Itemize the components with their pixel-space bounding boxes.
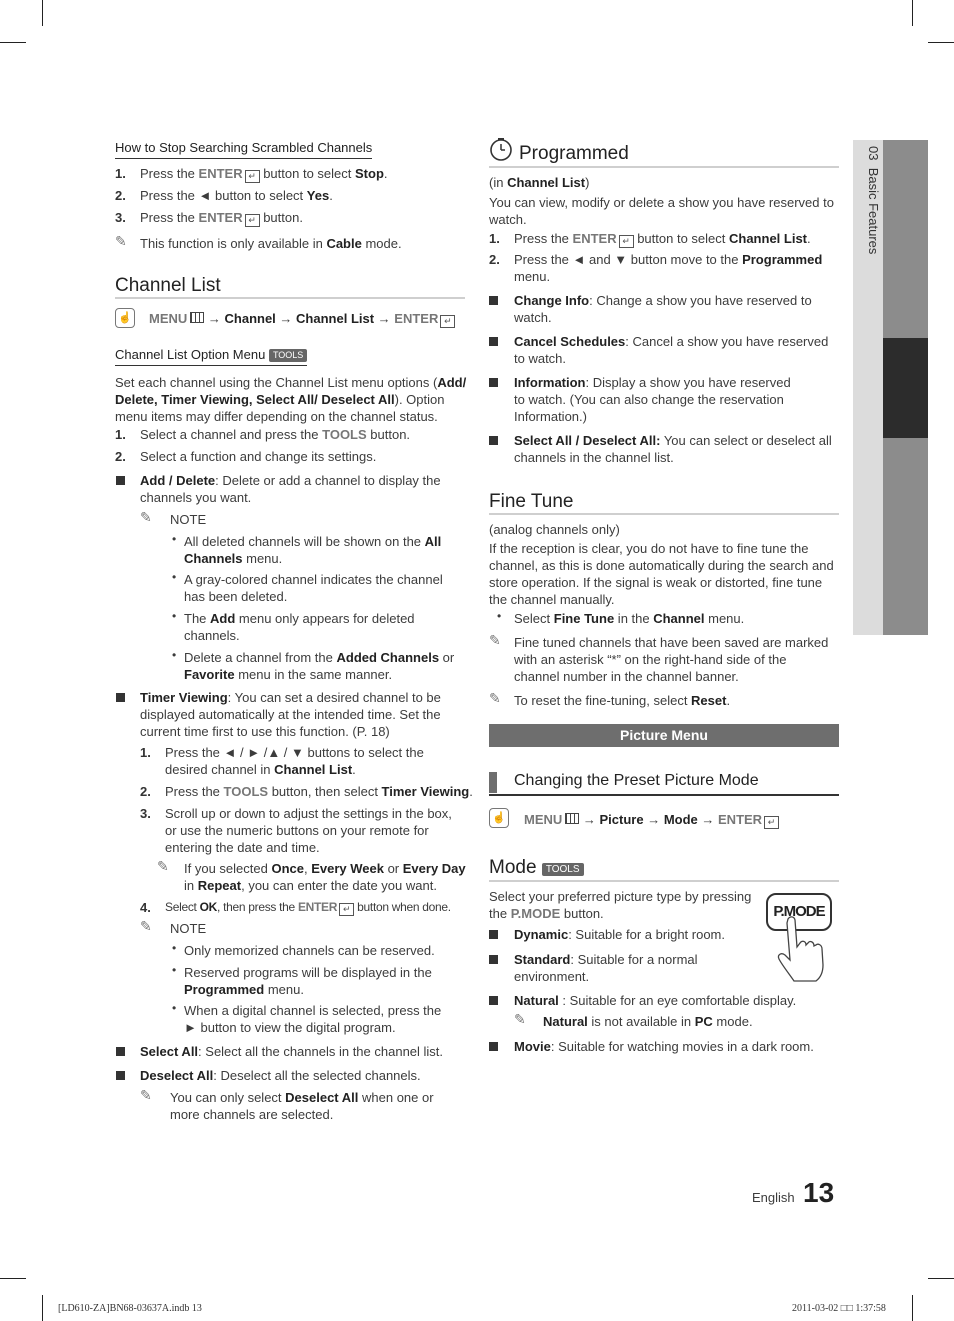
bullet-dot: •: [172, 609, 177, 623]
heading-rule: [115, 297, 465, 299]
option-step-2: Select a function and change its settings.: [140, 449, 377, 464]
side-tab-active-block: [883, 338, 928, 438]
bullet-square: [489, 436, 498, 445]
picture-menu-banner: Picture Menu: [489, 724, 839, 747]
heading-rule: [489, 513, 839, 515]
scrambled-note: This function is only available in Cable mode.: [140, 236, 402, 251]
step-number: 1.: [115, 166, 126, 181]
scrambled-title: How to Stop Searching Scrambled Channels: [115, 139, 372, 159]
bullet-dot: •: [172, 532, 177, 546]
crop-mark: [42, 0, 43, 26]
note-pencil-icon: ✎: [140, 1087, 152, 1103]
timer-note-3: When a digital channel is selected, press the ► button to view the digital program.: [184, 1003, 442, 1035]
step-number: 2.: [115, 449, 126, 464]
mode-dynamic: Dynamic: Suitable for a bright room.: [514, 927, 726, 942]
bullet-square: [116, 1047, 125, 1056]
deselect-note: You can only select Deselect All when one or more channels are selected.: [170, 1090, 434, 1122]
timer-step-2: Press the TOOLS button, then select Timer Viewing.: [165, 784, 473, 799]
note-item-1: All deleted channels will be shown on the All Channels menu.: [184, 534, 442, 566]
step-number: 2.: [115, 188, 126, 203]
bullet-dot: •: [172, 1001, 177, 1015]
side-tab-label: 03 Basic Features: [866, 146, 881, 255]
note-item-4: Delete a channel from the Added Channels or Favorite menu in the same manner.: [184, 650, 455, 682]
note-label: NOTE: [170, 921, 207, 936]
clock-icon: [489, 137, 513, 161]
bullet-square: [116, 693, 125, 702]
mode-natural-note: Natural is not available in PC mode.: [543, 1014, 753, 1029]
bullet-dot: •: [172, 941, 177, 955]
fine-tune-note-2: To reset the fine-tuning, select Reset.: [514, 693, 731, 708]
pmode-button-illustration: P.MODE: [766, 893, 832, 931]
note-pencil-icon: ✎: [115, 233, 127, 249]
crop-mark: [0, 1278, 26, 1279]
scrambled-step-2: Press the ◄ button to select Yes.: [140, 188, 333, 203]
option-intro: Set each channel using the Channel List menu options (Add/ Delete, Timer Viewing, Select All/ Deselect All). Option menu items may differ depending on the channel status.: [115, 375, 467, 424]
note-pencil-icon: ✎: [140, 918, 152, 934]
heading-rule: [489, 880, 839, 882]
bullet-dot: •: [497, 609, 502, 623]
fine-tune-sub: (analog channels only): [489, 522, 620, 537]
timer-viewing-item: Timer Viewing: You can set a desired channel to be displayed automatically at the intended time. Set the current time first to use this function. (P. 18): [140, 690, 441, 739]
bullet-square: [489, 296, 498, 305]
mode-natural: Natural : Suitable for an eye comfortable display.: [514, 993, 797, 1008]
programmed-step-2: Press the ◄ and ▼ button move to the Programmed menu.: [514, 252, 823, 284]
hand-press-icon: [776, 915, 831, 985]
note-item-3: The Add menu only appears for deleted channels.: [184, 611, 415, 643]
crop-mark: [912, 0, 913, 26]
step-number: 4.: [140, 900, 151, 915]
step-number: 3.: [140, 806, 151, 821]
crop-mark: [928, 42, 954, 43]
timer-step-3-note: If you selected Once, Every Week or Every Day in Repeat, you can enter the date you want.: [184, 861, 466, 893]
mode-movie: Movie: Suitable for watching movies in a dark room.: [514, 1039, 814, 1054]
note-pencil-icon: ✎: [157, 858, 169, 874]
step-number: 1.: [115, 427, 126, 442]
bullet-square: [489, 930, 498, 939]
fine-tune-heading: Fine Tune: [489, 491, 574, 512]
timer-step-1: Press the ◄ / ► /▲ / ▼ buttons to select the desired channel in Channel List.: [165, 745, 424, 777]
note-pencil-icon: ✎: [140, 509, 152, 525]
tools-badge: TOOLS: [269, 349, 307, 362]
deselect-all-item: Deselect All: Deselect all the selected channels.: [140, 1068, 421, 1083]
note-item-2: A gray-colored channel indicates the channel has been deleted.: [184, 572, 443, 604]
preset-path: MENU → Picture → Mode → ENTER ↵: [524, 811, 779, 829]
programmed-desc: You can view, modify or delete a show you have reserved to watch.: [489, 195, 834, 227]
fine-tune-bullet: Select Fine Tune in the Channel menu.: [514, 611, 745, 626]
bullet-dot: •: [172, 648, 177, 662]
hand-menu-icon: ☝: [489, 808, 509, 828]
crop-mark: [0, 42, 26, 43]
tools-badge: TOOLS: [542, 863, 584, 876]
page-number: 13: [803, 1177, 835, 1208]
programmed-context: (in Channel List): [489, 175, 590, 190]
scrambled-step-1: Press the ENTER ↵ button to select Stop.: [140, 166, 388, 181]
note-pencil-icon: ✎: [514, 1011, 526, 1027]
bullet-square: [489, 378, 498, 387]
channel-list-path: MENU → Channel → Channel List → ENTER ↵: [149, 310, 455, 328]
step-number: 3.: [115, 210, 126, 225]
option-menu-title: Channel List Option Menu TOOLS: [115, 346, 307, 366]
bullet-square: [489, 955, 498, 964]
section-marker: [489, 772, 497, 793]
mode-intro: Select your preferred picture type by pressing the P.MODE button.: [489, 889, 752, 921]
bullet-square: [489, 996, 498, 1005]
bullet-square: [116, 476, 125, 485]
change-info-item: Change Info: Change a show you have reserved to watch.: [514, 293, 812, 325]
programmed-heading: Programmed: [519, 143, 629, 164]
programmed-step-1: Press the ENTER ↵ button to select Channel List.: [514, 231, 811, 246]
footer-file: [LD610-ZA]BN68-03637A.indb 13: [58, 1303, 202, 1314]
side-tab-block: [883, 140, 928, 338]
note-label: NOTE: [170, 512, 207, 527]
footer-language: English: [752, 1190, 795, 1205]
scrambled-step-3: Press the ENTER ↵ button.: [140, 210, 303, 225]
hand-menu-icon: ☝: [115, 308, 135, 328]
bullet-dot: •: [172, 963, 177, 977]
bullet-square: [489, 1042, 498, 1051]
cancel-schedules-item: Cancel Schedules: Cancel a show you have reserved to watch.: [514, 334, 829, 366]
timer-note-2: Reserved programs will be displayed in the Programmed menu.: [184, 965, 432, 997]
fine-tune-desc: If the reception is clear, you do not have to fine tune the channel, as this is done automatically during the search and store operation. If the signal is weak or distorted, fine tune the channel manually.: [489, 541, 834, 607]
fine-tune-note-1: Fine tuned channels that have been saved are marked with an asterisk “*” on the right-hand side of the channel number in the channel banner.: [514, 635, 829, 684]
add-delete-item: Add / Delete: Delete or add a channel to display the channels you want.: [140, 473, 441, 505]
select-all-item: Select All: Select all the channels in the channel list.: [140, 1044, 444, 1059]
mode-heading: Mode TOOLS: [489, 857, 584, 879]
heading-rule: [489, 794, 839, 796]
heading-rule: [489, 166, 839, 168]
footer-date: 2011-03-02 □□ 1:37:58: [792, 1303, 886, 1314]
note-pencil-icon: ✎: [489, 632, 501, 648]
information-item: Information: Display a show you have reserved to watch. (You can also change the reservation Information.): [514, 375, 791, 424]
bullet-square: [116, 1071, 125, 1080]
step-number: 1.: [489, 231, 500, 246]
crop-mark: [42, 1295, 43, 1321]
bullet-square: [489, 337, 498, 346]
step-number: 2.: [140, 784, 151, 799]
option-step-1: Select a channel and press the TOOLS button.: [140, 427, 411, 442]
timer-step-4: Select OK, then press the ENTER ↵ button when done.: [165, 900, 451, 914]
note-pencil-icon: ✎: [489, 690, 501, 706]
bullet-dot: •: [172, 570, 177, 584]
select-deselect-item: Select All / Deselect All: You can select or deselect all channels in the channel list.: [514, 433, 832, 465]
channel-list-heading: Channel List: [115, 275, 221, 296]
crop-mark: [912, 1295, 913, 1321]
side-tab-block: [883, 438, 928, 635]
timer-note-1: Only memorized channels can be reserved.: [184, 943, 435, 958]
mode-standard: Standard: Suitable for a normal environment.: [514, 952, 698, 984]
preset-heading: Changing the Preset Picture Mode: [514, 772, 759, 789]
step-number: 2.: [489, 252, 500, 267]
step-number: 1.: [140, 745, 151, 760]
crop-mark: [928, 1278, 954, 1279]
timer-step-3: Scroll up or down to adjust the settings in the box, or use the numeric buttons on your remote for entering the date and time.: [165, 806, 452, 855]
